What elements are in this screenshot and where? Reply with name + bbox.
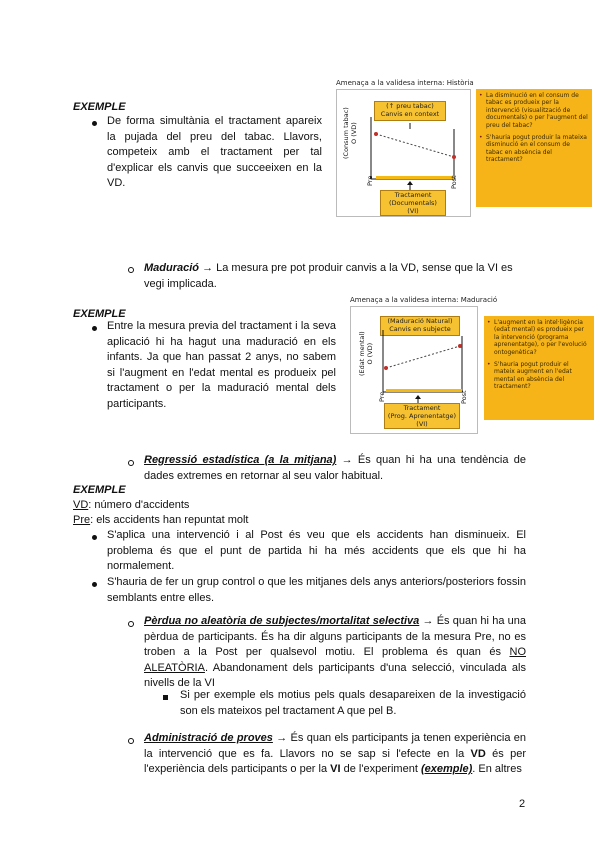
circle-bullet [128, 738, 134, 744]
perdua-item: Pèrdua no aleatòria de subjectes/mortalitat selectiva → És quan hi ha una pèrdua de participants. És ha dir alguns participants de la mesura Pre, no es troben a la Post per qualsevol motiu. El problema és quan és NO ALEATÒRIA. Abandonament dels participants d'una selecció, vinculada als nivells de la VI [144, 615, 527, 689]
perdua-subitem: Si per exemple els motius pels quals desapareixen de la investigació son els mateixos pel tractament A que pel B. [180, 689, 526, 717]
question-notes [484, 316, 594, 420]
figure-title: Amenaça a la validesa interna: Història [336, 79, 474, 87]
note-2: • S'hauria pogut produir la mateixa disminució en el consum de tabac en absència del tractament? [486, 134, 588, 164]
vd-line: VD: número d'accidents [73, 499, 190, 511]
administracio-item: Administració de proves → És quan els participants ja tenen experiència en la intervenció que es fa. Llavors no se sap si l'efecte en la VD és per l'experiència dels participants o per la VI de l'experiment (exemple). En altres [144, 732, 526, 775]
example-text-2: Entre la mesura previa del tractament i la seva aplicació hi ha hagut una maduració en els infants. Ja que han passat 2 anys, no sabem si l'augment en l'edat mental es produeix pel tractament o per la maduració mental dels participants. [107, 320, 336, 410]
pre-label: Pre [366, 175, 374, 186]
example-heading-1: EXEMPLE [73, 101, 126, 113]
treatment-box: Tractament (Prog. Aprenentatge) (VI) [384, 403, 460, 429]
note-1: • La disminució en el consum de tabac es produeix per la intervenció (visualització de documentals) o per l'augment del preu del tabac? [486, 92, 588, 129]
bullet-marker [92, 535, 97, 540]
y-axis-label: (Edat mental) O (VD) [358, 331, 374, 376]
post-label: Post [450, 175, 458, 189]
context-box: (Maduració Natural) Canvis en subjecte [380, 316, 460, 336]
circle-bullet [128, 621, 134, 627]
maduracio-item: Maduració → La mesura pre pot produir canvis a la VD, sense que la VI es vegi implicada. [144, 262, 513, 290]
figure-maduracio [350, 296, 596, 438]
example-heading-3: EXEMPLE [73, 484, 126, 496]
post-label: Post [460, 390, 468, 404]
example-3-bullet-2: S'hauria de fer un grup control o que les mitjanes dels anys anteriors/posteriors fossin semblants entre elles. [107, 576, 526, 604]
bullet-marker [92, 121, 97, 126]
square-bullet [163, 695, 168, 700]
circle-bullet [128, 460, 134, 466]
pre-line: Pre: els accidents han repuntat molt [73, 514, 249, 526]
note-2: • S'hauria pogut produir el mateix augment en l'edat mental en absència del tractament? [494, 361, 590, 391]
regressio-item: Regressió estadística (a la mitjana) → És quan hi ha una tendència de dades extremes en retornar al seu valor habitual. [144, 454, 526, 482]
figure-title: Amenaça a la validesa interna: Maduració [350, 296, 498, 304]
pre-label: Pre [378, 391, 386, 402]
example-heading-2: EXEMPLE [73, 308, 126, 320]
example-3-bullet-1: S'aplica una intervenció i al Post és veu que els accidents han disminueix. El problema és que el punt de partida hi ha més accidents que els que hi ha normalement. [107, 529, 526, 572]
bullet-marker [92, 582, 97, 587]
figure-historia [336, 79, 594, 221]
question-notes [476, 89, 592, 207]
treatment-box: Tractament (Documentals) (VI) [380, 190, 446, 216]
bullet-marker [92, 326, 97, 331]
context-box: (↑ preu tabac) Canvis en context [374, 101, 446, 121]
y-axis-label: (Consum tabac) O (VD) [342, 107, 358, 159]
note-1: • L'augment en la intel·ligència (edat mental) es produeix per la intervenció (programa aprenentatge), o per l'evolució ontogenètica? [494, 319, 590, 356]
page-number: 2 [519, 798, 526, 810]
example-text-1: De forma simultània el tractament apareix la pujada del preu del tabac. Llavors, competeix amb el tractament per tal d'explicar els canvis que succeeixen en la VD. [107, 115, 322, 189]
circle-bullet [128, 267, 134, 273]
